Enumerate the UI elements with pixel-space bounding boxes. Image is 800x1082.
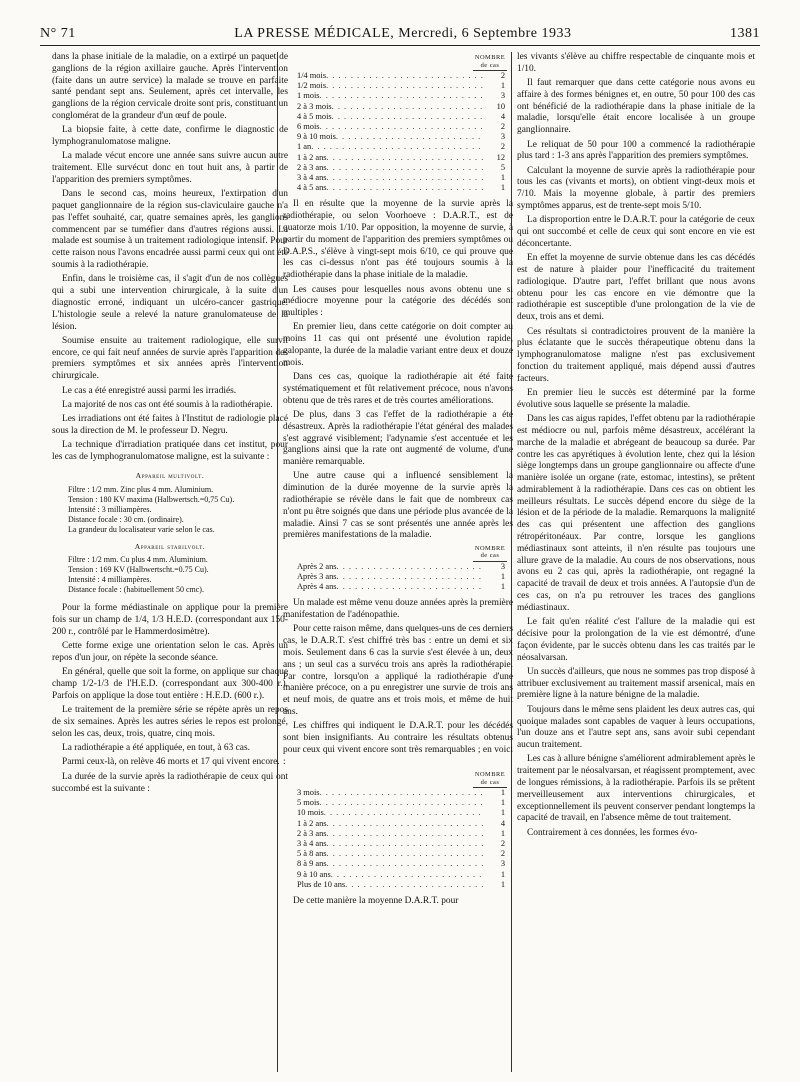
survival-table-living [283,771,513,890]
table-header: NOMBRE de cas [473,771,507,788]
leader-dots [337,572,483,582]
paragraph: La radiothérapie a été appliquée, en tout, à 63 cas. [62,743,250,754]
column-3 [517,52,755,842]
paragraph: Pour la forme médiastinale on applique pour la première fois sur un champ de 1/4, 1/3 H.E.D. (correspondant aux 150-200 r., contrôlé par le Hammerdosimètre). [52,603,288,637]
table-row [283,859,513,869]
leader-dots [336,132,483,142]
leader-dots [320,91,483,101]
table-row [283,142,513,152]
row-label: Plus de 10 ans [297,879,346,889]
table-row [283,153,513,163]
leader-dots [327,859,483,869]
paragraph: Cette forme exige une orientation selon le cas. Après un repos d'un jour, on répète la seconde séance. [52,641,288,664]
table-row [283,132,513,142]
row-label: 5 mois [297,798,320,808]
row-count: 1 [500,869,505,879]
row-label: 4 à 5 mois [297,111,332,121]
table-row [283,562,513,572]
table-row [283,102,513,112]
paragraph: Toujours dans le même sens plaident les deux autres cas, qui quoique malades sont capables de vaquer à leurs occupations, l'un douze ans et l'autre sept ans, sans avoir subi cependant aucun traitement. [517,704,755,751]
paragraph: Les irradiations ont été faites à l'Institut de radiologie placé sous la direction de M. le professeur D. Negru. [52,414,288,436]
page-header [40,20,760,46]
row-count: 1 [500,183,505,193]
leader-dots [327,183,483,193]
column-1 [52,52,288,798]
paragraph: La majorité de nos cas ont été soumis à la radiothérapie. [62,399,273,410]
row-label: 5 à 8 ans [297,849,327,859]
leader-dots [320,798,483,808]
paragraph: Une autre cause qui a influencé sensiblement la diminution de la durée moyenne de la survie après la radiothérapie se révèle dans le fait que de nombreux cas n'ont pu être soignés que dans une période plus avancée de la maladie. Ainsi 7 cas se sont présentés une année après les premières manifestations de la maladie. [283,471,513,541]
row-count: 3 [500,91,505,101]
paragraph: En premier lieu, dans cette catégorie on doit compter au moins 11 cas qui ont présenté une évolution rapide, galopante, la durée de la maladie variant entre deux et douze mois. [283,322,513,368]
row-label: 1/4 mois [297,71,327,80]
survival-table-deceased [283,54,513,193]
table-row [283,808,513,818]
leader-dots [326,71,483,81]
row-count: 3 [500,561,505,571]
apparatus-spec: La grandeur du localisateur varie selon le cas. [68,524,215,534]
paragraph: La biopsie faite, à cette date, confirme le diagnostic de lymphogranulomatose maligne. [52,125,288,148]
paragraph: En premier lieu le succès est déterminé par la forme évolutive sous laquelle se présente la maladie. [517,388,755,410]
table-row [283,798,513,808]
paragraph: La technique d'irradiation pratiquée dans cet institut, pour les cas de lymphogranulomatose maligne, est la suivante : [52,440,288,462]
table-row [283,819,513,829]
row-count: 1 [500,571,505,581]
leader-dots [327,849,483,859]
row-count: 4 [500,111,505,121]
paragraph: Soumise ensuite au traitement radiologique, elle survit encore, ce qui fait neuf années de survie après l'apparition des premiers symptômes et six années après l'intervention chirurgicale. [52,335,288,382]
row-label: 1 à 2 ans [297,152,327,162]
paragraph: La durée de la survie après la radiothérapie de ceux qui ont succombé est la suivante : [52,771,288,794]
apparatus-spec: Tension : 180 KV maxima (Halbwertsch.=0,75 Cu). [68,494,235,504]
table-row [283,582,513,592]
paragraph: Les causes pour lesquelles nous avons obtenu une si médiocre moyenne pour la catégorie des décédés sont multiples : [283,284,513,319]
row-count: 1 [500,808,505,818]
paragraph: Il faut remarquer que dans cette catégorie nous avons eu affaire à des formes bénignes et, en outre, 50 pour 100 des cas ont bénéficié de la radiothérapie dans la phase initiale de la maladie, lorsqu'elle était encore localisée à un groupe ganglionnaire. [517,78,755,136]
table-header: NOMBRE de cas [473,54,507,71]
row-label: 2 à 3 ans [297,828,327,838]
row-label: 6 mois [297,122,320,132]
table-row [283,173,513,183]
paragraph: En général, quelle que soit la forme, on applique sur chaque champ 1/2-1/3 de l'H.E.D. (correspondant aux 300-400 r.). Parfois on applique la dose tout entière : H.E.D. (600 r.). [52,667,288,701]
row-count: 1 [500,788,505,798]
apparatus-spec: Filtre : 1/2 mm. Cu plus 4 mm. Aluminium. [68,555,208,565]
leader-dots [326,81,483,91]
table-row [283,829,513,839]
row-count: 1 [500,81,505,91]
row-label: Après 4 ans [297,582,337,592]
table-row [283,112,513,122]
paragraph: La disproportion entre le D.A.R.T. pour la catégorie de ceux qui ont succombé et celle de ceux qui sont encore en vie est déconcertante. [517,215,755,249]
leader-dots [320,122,483,132]
row-count: 3 [500,859,505,869]
apparatus-spec: Distance focale : 30 cm. (ordinaire). [68,514,184,524]
row-count: 1 [500,173,505,183]
paragraph: Contrairement à ces données, les formes évo- [527,827,698,838]
paragraph: dans la phase initiale de la maladie, on a extirpé un paquet de ganglions de la région axillaire gauche. Après l'intervention (faite dans un autre service) la malade se trouve en parfaite santé pendant sept ans. Seulement, après cet intervalle, les ganglions de la région cervicale droite sont pris, constituant un conglomérat de la grandeur d'un œuf de poule. [52,52,288,121]
row-label: 1 mois [297,91,320,101]
column-2 [283,52,513,910]
paragraph: Le reliquat de 50 pour 100 a commencé la radiothérapie plus tard : 1-3 ans après l'apparition des premiers symptômes. [517,139,755,162]
leader-dots [324,808,483,818]
leader-dots [327,153,483,163]
row-count: 2 [500,142,505,152]
row-count: 12 [496,152,505,162]
apparatus-spec: Filtre : 1/2 mm. Zinc plus 4 mm. Aluminium. [68,484,214,494]
row-label: 3 à 4 ans [297,839,327,849]
row-label: 4 à 5 ans [297,183,327,193]
row-count: 1 [500,828,505,838]
leader-dots [327,839,483,849]
table-row [283,91,513,101]
row-label: 1 an [297,142,312,152]
apparatus-spec: Intensité : 4 milliampères. [68,575,152,585]
row-label: 9 à 10 ans [297,869,331,879]
table-row [283,870,513,880]
paragraph: De plus, dans 3 cas l'effet de la radiothérapie a été désastreux. Après la radiothérapie l'état général des malades s'est aggravé visiblement; l'adynamie s'est accentuée et les ganglions ainsi que la rate ont augmenté de volume, d'une manière remarquable. [283,409,513,468]
journal-title: LA PRESSE MÉDICALE, Mercredi, 6 Septembre 1933 [234,26,572,41]
apparatus-spec: Distance focale : (habituellement 50 cmc). [68,585,204,595]
apparatus-heading: Appareil multivolt. [135,470,205,480]
paragraph: Dans le second cas, moins heureux, l'extirpation d'un paquet ganglionnaire de la région sus-claviculaire gauche n'a pas l'effet souhaité, car, quatre semaines après, les ganglions commencent par se tuméfier dans d'autres régions aussi. La malade est soumise à un traitement radiologique intensif. Pour cette raison nous l'avons encadrée aussi parmi ceux qui ont été soumis à la radiothérapie. [52,189,288,271]
table-row [283,71,513,81]
row-label: Après 3 ans [297,571,337,581]
row-label: 3 à 4 ans [297,173,327,183]
row-count: 3 [500,132,505,142]
row-label: 2 à 3 ans [297,162,327,172]
table-row [283,880,513,890]
paragraph: La malade vécut encore une année sans suivre aucun autre traitement. Elle survécut donc en tout huit ans, à partir de l'apparition des premiers symptômes. [52,151,288,185]
late-presentation-table [283,545,513,593]
paragraph: Dans les cas aigus rapides, l'effet obtenu par la radiothérapie est médiocre ou nul, parfois même désastreux, accélérant la marche de la maladie et abrégeant de beaucoup sa durée. Par contre les cas apyrétiques à évolution lente, chez qui la lésion siège longtemps dans un groupe ganglionnaire ou affecte d'une manière isolée un organe (rate, estomac, intestins), se prêtent admirablement à la radiothérapie. Dans ces cas on obtient les meilleurs résultats. Le succès dépend encore du siège de la lésion et de la période de la maladie. Remarquons la malignité des cas qui présentent une affection des ganglions rétropéritonéaux. Par contre, lorsque les ganglions médiastinaux sont atteints, il n'en résulte pas toujours une allure grave de la maladie. Au cours de nos observations, nous avons eu 2 cas qui, après la radiothérapie, ont regagné la capacité de travail de deux et trois années. A l'autopsie d'un de ces cas, on n'a pu retrouver les traces des ganglions médiastinaux. [517,414,755,613]
table-header: NOMBRE de cas [473,545,507,562]
table-row [283,839,513,849]
row-count: 2 [500,71,505,80]
paragraph: Les cas à allure bénigne s'améliorent admirablement après le traitement par le néosalvarsan, et réagissent promptement, avec de longues rémissions, à la radiothérapie. Parfois ils se prêtent merveilleusement aux interventions chirurgicales, et exceptionnellement ils peuvent conserver pendant longtemps la capacité de travail, en l'absence même de tout traitement. [517,754,755,824]
leader-dots [311,142,483,152]
row-count: 10 [496,101,505,111]
row-label: 8 à 9 ans [297,859,327,869]
leader-dots [331,870,483,880]
issue-number: N° 71 [40,26,76,41]
row-label: 10 mois [297,808,324,818]
paragraph: Le traitement de la première série se répète après un repos de six semaines. Après les autres séries le repos est prolongé, selon les cas, deux, trois, quatre, cinq mois. [52,705,288,739]
row-label: 2 à 3 mois [297,101,332,111]
leader-dots [345,880,483,890]
table-row [283,572,513,582]
table-row [283,849,513,859]
paragraph: Pour cette raison même, dans quelques-uns de ces derniers cas, le D.A.R.T. s'est chiffré très bas : entre un demi et six mois. Seulement dans 6 cas la survie s'est élevée à un, deux ans ; un seul cas a survécu trois ans après la radiothérapie. Par contre, lorsqu'on a appliqué la radiothérapie d'une manière précoce, on a pu enregistrer une survie de trois ans et neuf mois, de quatre ans et trois mois, et même de huit ans. [283,624,513,718]
paragraph: En effet la moyenne de survie obtenue dans les cas décédés est de nature à plaider pour l'inefficacité du traitement radiologique. D'autre part, l'effet brillant que nous avons obtenu pour les cas encore en vie démontre que la radiothérapie est susceptible d'une prolongation de la vie de deux, trois ans et demi. [517,253,755,323]
table-row [283,163,513,173]
paragraph: Un malade est même venu douze années après la première manifestation de l'adénopathie. [283,598,513,621]
table-row [283,122,513,132]
paragraph: Un succès d'ailleurs, que nous ne sommes pas trop disposé à attribuer exclusivement au traitement massif arsenical, mais en première ligne à la nature bénigne de la maladie. [517,666,755,701]
row-count: 2 [500,839,505,849]
paragraph: Le fait qu'en réalité c'est l'allure de la maladie qui est décisive pour la prolongation de la vie est démontré, d'une façon évidente, par le succès obtenu dans les cas traités par le néosalvarsan. [517,617,755,663]
table-row [283,183,513,193]
row-label: 1 à 2 ans [297,818,327,828]
paragraph: Le cas a été enregistré aussi parmi les irradiés. [62,385,237,396]
paragraph: Ces résultats si contradictoires prouvent de la manière la plus éclatante que le succès thérapeutique obtenu dans la lymphogranulomatose maligne n'est pas exclusivement fonction du traitement appliqué, mais dépend aussi d'autres facteurs. [517,326,755,384]
paragraph: Les chiffres qui indiquent le D.A.R.T. pour les décédés sont bien insignifiants. Au contraire les résultats obtenus pour ceux qui vivent encore sont très remarquables ; en voici : [283,721,513,767]
paragraph: Il en résulte que la moyenne de la survie après la radiothérapie, ou selon Voorhoeve : D.A.R.T., est de quatorze mois 1/10. Par opposition, la moyenne de survie, à partir du moment de l'apparition des premiers symptômes ou D.A.P.S., s'élève à vingt-sept mois 6/10, ce qui prouve que les cas ci-dessus n'ont pas été toujours soumis à la radiothérapie dans la phase initiale de la maladie. [283,199,513,281]
paragraph: De cette manière la moyenne D.A.R.T. pour [293,896,459,907]
paragraph: Dans ces cas, quoique la radiothérapie ait été faite systématiquement et fût relativement précoce, nous n'avons obtenu que de très rares et de très courtes améliorations. [283,372,513,406]
table-row [283,81,513,91]
row-label: Après 2 ans [297,561,337,571]
row-count: 1 [500,582,505,592]
page-number: 1381 [730,26,760,41]
apparatus-heading: Appareil stabilvolt. [134,541,206,551]
leader-dots [332,112,483,122]
row-count: 2 [500,849,505,859]
leader-dots [327,819,483,829]
leader-dots [332,102,483,112]
paragraph: les vivants s'élève au chiffre respectable de cinquante mois et 1/10. [517,52,755,74]
leader-dots [327,173,483,183]
row-count: 1 [500,879,505,889]
row-label: 3 mois [297,788,320,798]
row-label: 1/2 mois [297,81,327,91]
table-row [283,788,513,798]
row-count: 5 [500,162,505,172]
row-count: 1 [500,798,505,808]
paragraph: Calculant la moyenne de survie après la radiothérapie pour tous les cas (vivants et morts), on obtient vingt-deux mois et 7/10. Mais la moyenne globale, à partir des premiers symptômes apparus, est de trente-sept mois 5/10. [517,165,755,212]
leader-dots [337,582,483,592]
leader-dots [337,562,483,572]
row-count: 2 [500,122,505,132]
leader-dots [327,163,483,173]
leader-dots [320,788,483,798]
paragraph: Enfin, dans le troisième cas, il s'agit d'un de nos collègues qui a subi une intervention chirurgicale, à la suite d'un diagnostic erroné, indiquant un ulcéro-cancer gastrique. L'histologie seule a relevé la nature granulomateuse de la lésion. [52,274,288,332]
apparatus-spec: Tension : 169 KV (Halbwertscht.=0.75 Cu). [68,565,209,575]
apparatus-spec: Intensité : 3 milliampères. [68,504,152,514]
row-label: 9 à 10 mois [297,132,336,142]
paragraph: Parmi ceux-là, on relève 46 morts et 17 qui vivent encore. [62,757,280,768]
row-count: 4 [500,818,505,828]
leader-dots [327,829,483,839]
